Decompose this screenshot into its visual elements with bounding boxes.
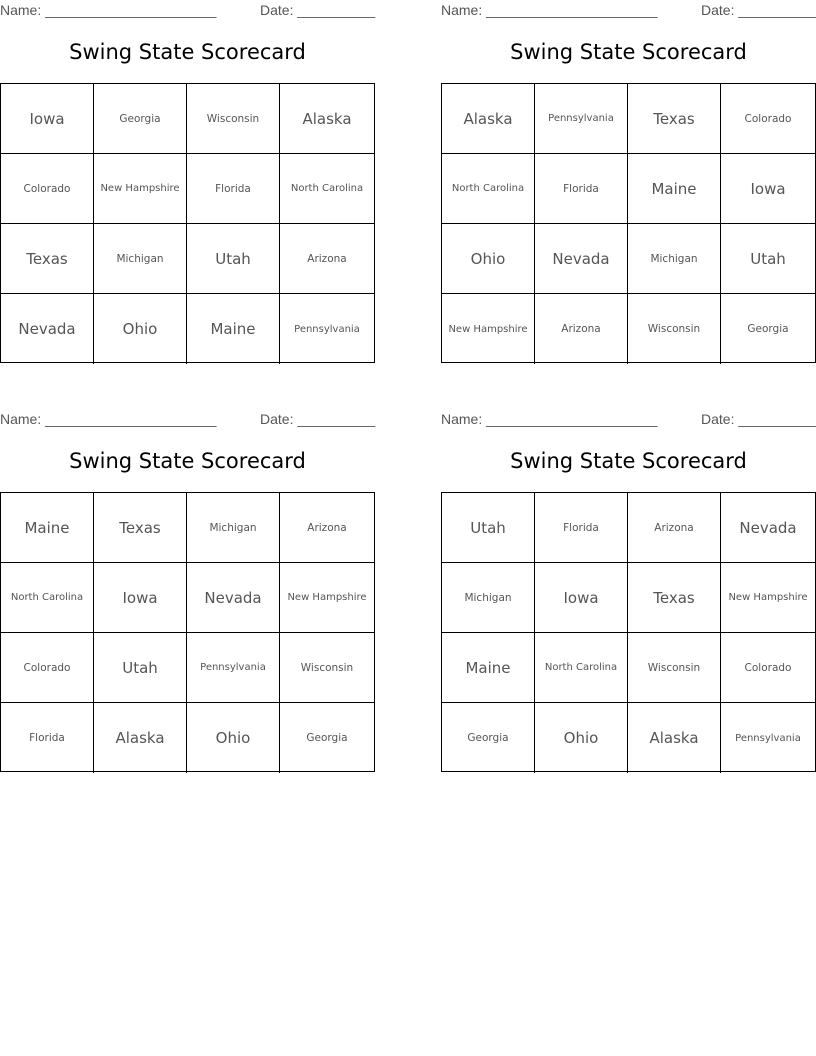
grid-cell[interactable]: Maine [442, 633, 535, 703]
grid-cell[interactable]: Ohio [94, 294, 187, 364]
card-header [441, 2, 816, 20]
card-header [0, 2, 375, 20]
grid-cell[interactable]: Pennsylvania [294, 323, 360, 335]
grid-cell[interactable]: Michigan [628, 224, 721, 294]
grid-cell[interactable]: Arizona [535, 294, 628, 364]
grid-cell[interactable]: Michigan [94, 224, 187, 294]
grid-cell[interactable]: Wisconsin [280, 633, 374, 703]
grid-cell[interactable]: Utah [442, 493, 535, 563]
grid-cell[interactable]: Nevada [1, 294, 94, 364]
grid-cell[interactable]: Ohio [187, 703, 280, 773]
grid-cell[interactable]: Arizona [280, 493, 374, 563]
grid-cell[interactable]: Alaska [94, 703, 187, 773]
grid-cell[interactable]: Maine [1, 493, 94, 563]
name-line: Name: ______________________ [441, 411, 658, 427]
card-title: Swing State Scorecard [69, 449, 306, 473]
date-line: Date: __________ [701, 411, 816, 427]
grid-cell[interactable]: Arizona [280, 224, 374, 294]
grid-cell[interactable]: Nevada [187, 563, 280, 633]
grid-cell[interactable]: Iowa [535, 563, 628, 633]
card-title: Swing State Scorecard [510, 449, 747, 473]
grid-cell[interactable]: Colorado [1, 633, 94, 703]
bingo-grid [0, 83, 375, 363]
name-line: Name: ______________________ [0, 411, 217, 427]
grid-cell[interactable]: Utah [721, 224, 815, 294]
grid-cell[interactable]: Florida [1, 703, 94, 773]
scorecard [441, 0, 816, 365]
grid-cell[interactable]: Texas [628, 563, 721, 633]
grid-cell[interactable]: Alaska [628, 703, 721, 773]
bingo-grid [441, 83, 816, 363]
grid-cell[interactable]: Colorado [721, 84, 815, 154]
grid-cell[interactable]: Alaska [442, 84, 535, 154]
grid-cell[interactable]: North Carolina [535, 633, 628, 703]
grid-cell[interactable]: Georgia [306, 732, 348, 744]
grid-cell[interactable]: Colorado [721, 633, 815, 703]
grid-cell[interactable]: New Hampshire [280, 563, 374, 633]
grid-cell[interactable]: Maine [628, 154, 721, 224]
grid-cell[interactable]: Alaska [280, 84, 374, 154]
grid-cell[interactable]: Ohio [535, 703, 628, 773]
name-line: Name: ______________________ [441, 2, 658, 18]
grid-cell[interactable]: Michigan [187, 493, 280, 563]
grid-cell[interactable]: Pennsylvania [535, 84, 628, 154]
grid-cell[interactable]: Colorado [1, 154, 94, 224]
grid-cell[interactable]: Pennsylvania [187, 633, 280, 703]
grid-cell[interactable]: Arizona [628, 493, 721, 563]
grid-cell[interactable]: New Hampshire [721, 563, 815, 633]
card-header [441, 411, 816, 429]
grid-cell[interactable]: Texas [94, 493, 187, 563]
grid-cell[interactable]: New Hampshire [442, 294, 535, 364]
grid-cell[interactable]: Nevada [535, 224, 628, 294]
grid-cell[interactable]: Maine [187, 294, 280, 364]
scorecard [0, 409, 375, 774]
grid-cell[interactable]: Nevada [721, 493, 815, 563]
grid-cell[interactable]: Wisconsin [187, 84, 280, 154]
grid-cell[interactable]: Georgia [442, 703, 535, 773]
grid-cell[interactable]: Wisconsin [628, 633, 721, 703]
name-line: Name: ______________________ [0, 2, 217, 18]
date-line: Date: __________ [260, 2, 376, 18]
grid-cell[interactable]: Ohio [442, 224, 535, 294]
grid-cell[interactable]: Pennsylvania [735, 732, 801, 744]
date-line: Date: __________ [701, 2, 816, 18]
date-line: Date: __________ [260, 411, 376, 427]
grid-cell[interactable]: North Carolina [442, 154, 535, 224]
bingo-grid [0, 492, 375, 772]
grid-cell[interactable]: Iowa [1, 84, 94, 154]
grid-cell[interactable]: Georgia [94, 84, 187, 154]
grid-cell[interactable]: Michigan [442, 563, 535, 633]
grid-cell[interactable]: Texas [628, 84, 721, 154]
grid-cell[interactable]: Florida [535, 154, 628, 224]
grid-cell[interactable]: Iowa [94, 563, 187, 633]
card-title: Swing State Scorecard [69, 40, 306, 64]
grid-cell[interactable]: Texas [1, 224, 94, 294]
bingo-grid [441, 492, 816, 772]
grid-cell[interactable]: Florida [535, 493, 628, 563]
scorecard [441, 409, 816, 774]
grid-cell[interactable]: Georgia [747, 323, 789, 335]
scorecard [0, 0, 375, 365]
grid-cell[interactable]: Utah [187, 224, 280, 294]
grid-cell[interactable]: Wisconsin [628, 294, 721, 364]
card-title: Swing State Scorecard [510, 40, 747, 64]
grid-cell[interactable]: North Carolina [280, 154, 374, 224]
grid-cell[interactable]: New Hampshire [94, 154, 187, 224]
grid-cell[interactable]: Iowa [721, 154, 815, 224]
grid-cell[interactable]: North Carolina [1, 563, 94, 633]
card-header [0, 411, 375, 429]
grid-cell[interactable]: Florida [187, 154, 280, 224]
grid-cell[interactable]: Utah [94, 633, 187, 703]
